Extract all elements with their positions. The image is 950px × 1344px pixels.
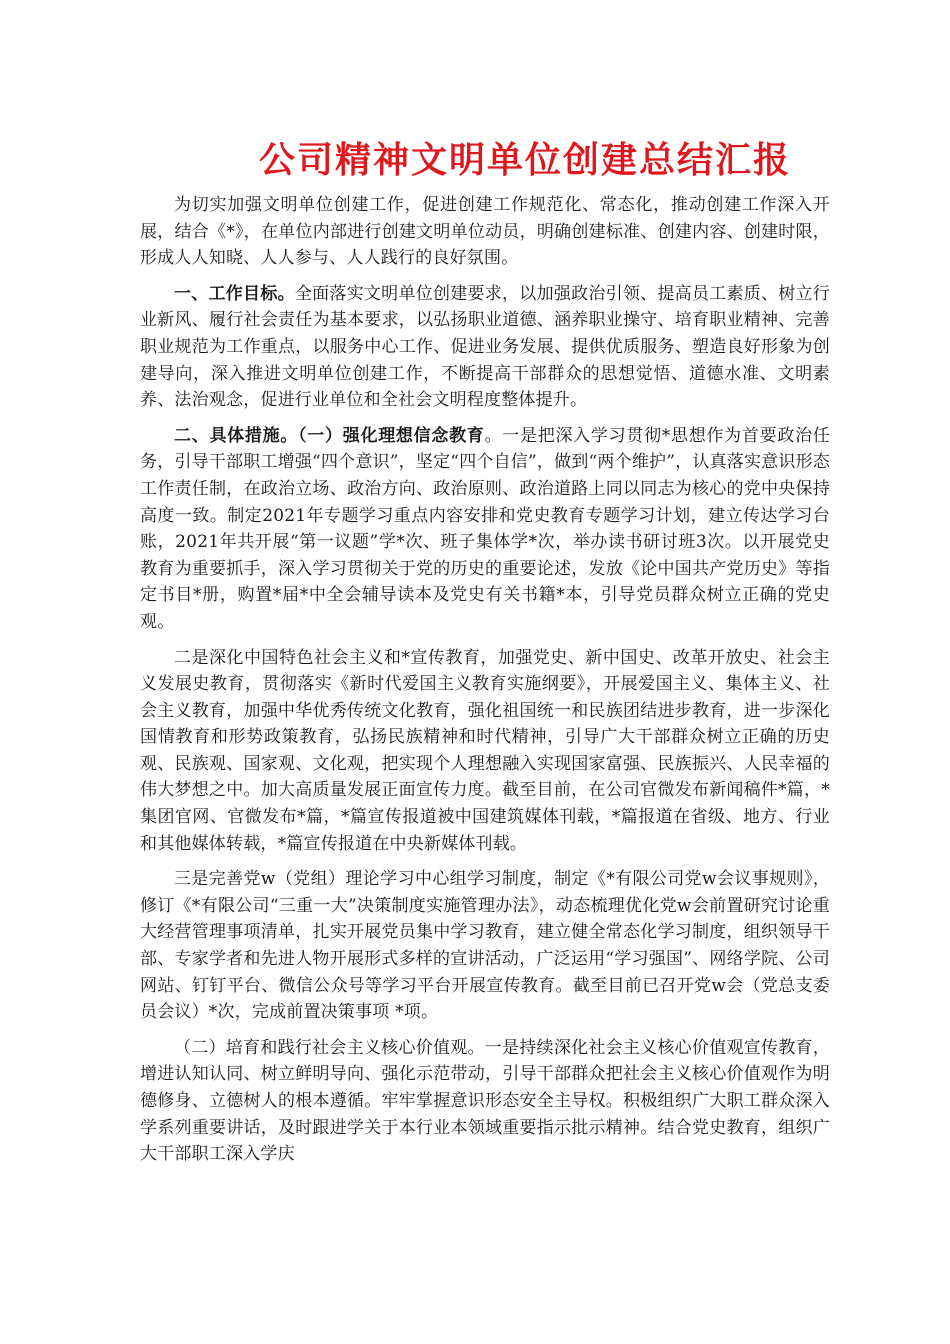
section-work-goals	[140, 281, 830, 414]
section-measures-body: 。一是把深入学习贯彻*思想作为首要政治任务，引导干部职工增强“四个意识”，坚定“四个自信”，做到“两个维护”，认真落实意识形态工作责任制，在政治立场、政治方向、政治原则、政治道路上同以同志为核心的党中央保持高度一致。制定2021年专题学习重点内容安排和党史教育专题学习计划，建立传达学习台账，2021年共开展“第一议题”学*次、班子集体学*次，举办读书研讨班3次。以开展党史教育为重要抓手，深入学习贯彻关于党的历史的重要论述，发放《论中国共产党历史》等指定书目*册，购置*届*中全会辅导读本及党史有关书籍*本，引导党员群众树立正确的党史观。	[140, 425, 831, 632]
section-measures	[140, 423, 830, 636]
document-title: 公司精神文明单位创建总结汇报	[258, 139, 791, 181]
section-work-goals-body: 全面落实文明单位创建要求，以加强政治引领、提高员工素质、树立行业新风、履行社会责任为基本要求，以弘扬职业道德、涵养职业操守、培育职业精神、完善职业规范为工作重点，以服务中心工作、促进业务发展、提供优质服务、塑造良好形象为创建导向，深入推进文明单位创建工作，不断提高干部群众的思想觉悟、道德水准、文明素养、法治观念，促进行业单位和全社会文明程度整体提升。	[140, 283, 830, 411]
core-values-paragraph: （二）培育和践行社会主义核心价值观。一是持续深化社会主义核心价值观宣传教育，增进认知认同、树立鲜明导向、强化示范带动，引导干部群众把社会主义核心价值观作为明德修身、立德树人的根本遵循。牢牢掌握意识形态安全主导权。积极组织广大职工群众深入学系列重要讲话，及时跟进学关于本行业本领域重要指示批示精神。结合党史教育，组织广大干部职工深入学庆	[140, 1037, 830, 1165]
section-work-goals-heading: 一、工作目标。	[174, 283, 295, 304]
measures-paragraph-2: 二是深化中国特色社会主义和*宣传教育，加强党史、新中国史、改革开放史、社会主义发展史教育，贯彻落实《新时代爱国主义教育实施纲要》，开展爱国主义、集体主义、社会主义教育，加强中华优秀传统文化教育，强化祖国统一和民族团结进步教育，进一步深化国情教育和形势政策教育，弘扬民族精神和时代精神，引导广大干部群众树立正确的历史观、民族观、国家观、文化观，把实现个人理想融入实现国家富强、民族振兴、人民幸福的伟大梦想之中。加大高质量发展正面宣传力度。截至目前，在公司官微发布新闻稿件*篇，*集团官网、官微发布*篇，*篇宣传报道被中国建筑媒体刊载，*篇报道在省级、地方、行业和其他媒体转载，*篇宣传报道在中央新媒体刊载。	[140, 647, 830, 854]
intro-paragraph: 为切实加强文明单位创建工作，促进创建工作规范化、常态化，推动创建工作深入开展，结合《*》，在单位内部进行创建文明单位动员，明确创建标准、创建内容、创建时限，形成人人知晓、人人参与、人人践行的良好氛围。	[140, 195, 830, 269]
measures-paragraph-3: 三是完善党w（党组）理论学习中心组学习制度，制定《*有限公司党w会议事规则》，修订《*有限公司“三重一大”决策制度实施管理办法》，动态梳理优化党w会前置研究讨论重大经营管理事项清单，扎实开展党员集中学习教育，建立健全常态化学习制度，组织领导干部、专家学者和先进人物开展形式多样的宣讲活动，广泛运用“学习强国”、网络学院、公司网站、钉钉平台、微信公众号等学习平台开展宣传教育。截至目前已召开党w会（党总支委员会议）*次，完成前置决策事项 *项。	[140, 869, 830, 1023]
section-measures-heading: 二、具体措施。（一）强化理想信念教育	[174, 425, 485, 446]
document-page	[140, 130, 830, 1177]
